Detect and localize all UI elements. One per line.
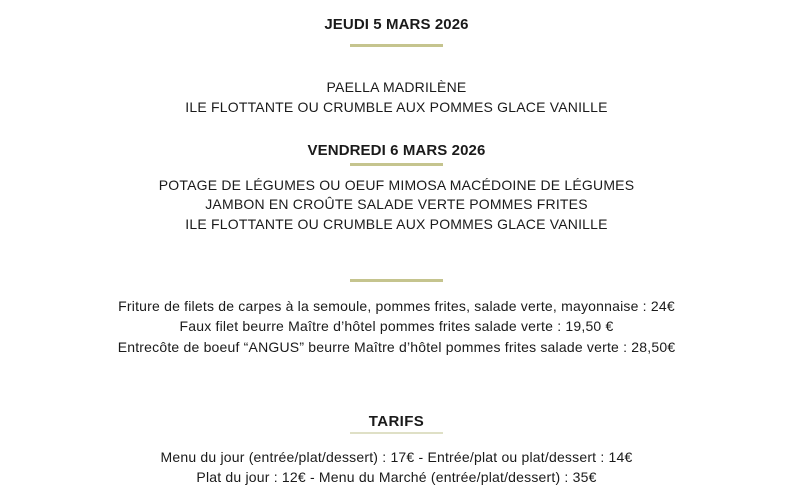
tarifs-underline bbox=[350, 432, 443, 434]
menu-item: JAMBON EN CROÛTE SALADE VERTE POMMES FRITES bbox=[205, 196, 588, 212]
special-item: Faux filet beurre Maître d’hôtel pommes frites salade verte : 19,50 € bbox=[179, 318, 614, 334]
special-item: Entrecôte de boeuf “ANGUS” beurre Maître d’hôtel pommes frites salade verte : 28,50€ bbox=[117, 339, 676, 355]
tarif-line: Menu du jour (entrée/plat/dessert) : 17€ - Entrée/plat ou plat/dessert : 14€ bbox=[160, 449, 633, 465]
tarif-line: Plat du jour : 12€ - Menu du Marché (entrée/plat/dessert) : 35€ bbox=[196, 469, 597, 485]
day-title-thursday: JEUDI 5 MARS 2026 bbox=[324, 16, 469, 33]
special-item: Friture de filets de carpes à la semoule, pommes frites, salade verte, mayonnaise : 24€ bbox=[118, 298, 675, 314]
title-underline bbox=[350, 163, 443, 166]
day-title-friday: VENDREDI 6 MARS 2026 bbox=[307, 142, 486, 159]
section-divider bbox=[350, 279, 443, 282]
menu-item: PAELLA MADRILÈNE bbox=[326, 79, 467, 95]
tarifs-title: TARIFS bbox=[368, 413, 425, 430]
title-underline bbox=[350, 44, 443, 47]
menu-item: POTAGE DE LÉGUMES OU OEUF MIMOSA MACÉDOINE DE LÉGUMES bbox=[158, 177, 635, 193]
menu-item: ILE FLOTTANTE OU CRUMBLE AUX POMMES GLACE VANILLE bbox=[185, 99, 608, 115]
menu-item: ILE FLOTTANTE OU CRUMBLE AUX POMMES GLACE VANILLE bbox=[185, 216, 608, 232]
